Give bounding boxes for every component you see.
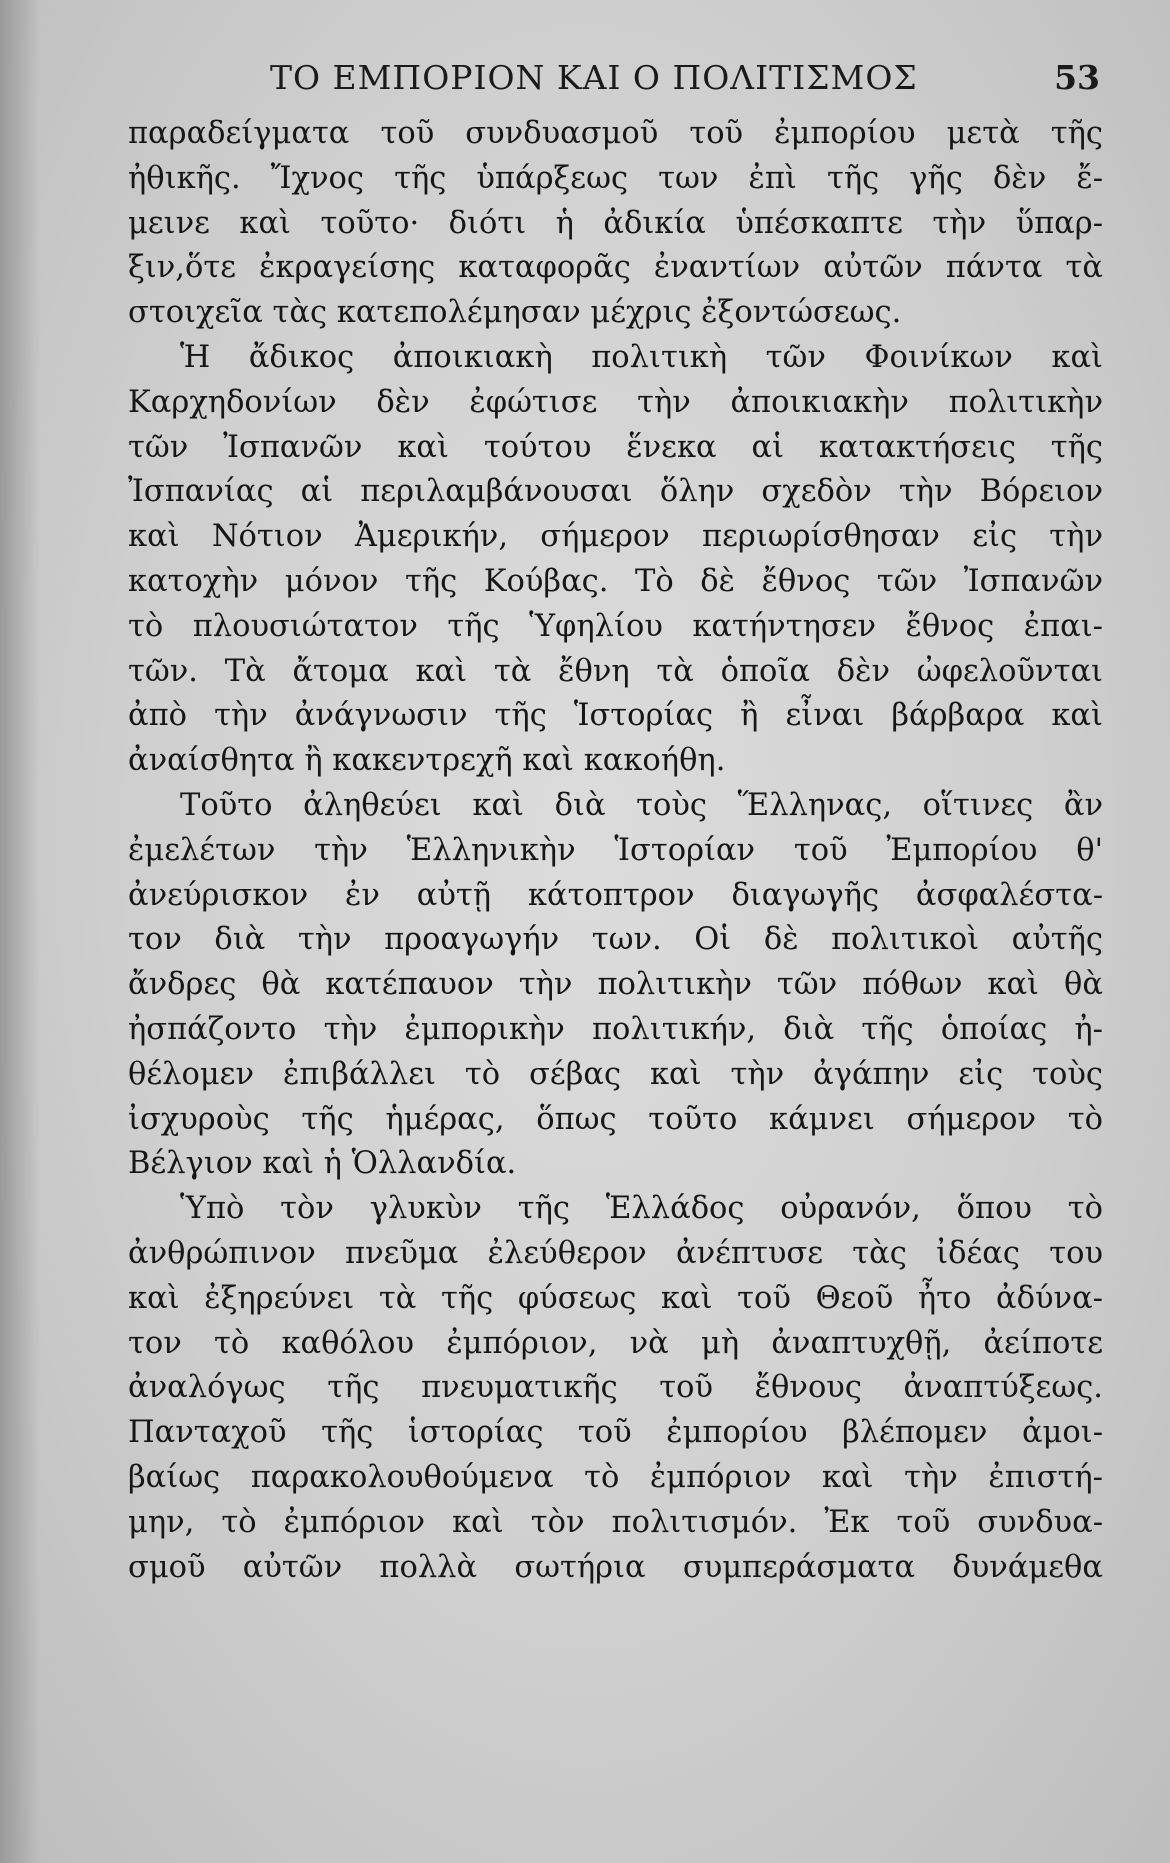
running-header-title: ΤΟ ΕΜΠΟΡΙΟΝ ΚΑΙ Ο ΠΟΛΙΤΙΣΜΟΣ (270, 58, 918, 97)
text-line: παραδείγματα τοῦ συνδυασμοῦ τοῦ ἐμπορίου μετὰ τῆς (128, 116, 1103, 151)
text-line: ἀναλόγως τῆς πνευματικῆς τοῦ ἔθνους ἀναπτύξεως. (128, 1370, 1103, 1406)
text-line: ἀναίσθητα ἢ κακεντρεχῆ καὶ κακοήθη. (128, 743, 726, 779)
text-line: ἀπὸ τὴν ἀνάγνωσιν τῆς Ἱστορίας ἢ εἶναι βάρβαρα καὶ (128, 698, 1103, 734)
text-line: Ὑπὸ τὸν γλυκὺν τῆς Ἑλλάδος οὐρανόν, ὅπου τὸ (180, 1191, 1103, 1227)
text-line: τῶν Ἰσπανῶν καὶ τούτου ἕνεκα αἱ κατακτήσεις τῆς (128, 429, 1103, 465)
text-line: ἰσχυροὺς τῆς ἡμέρας, ὅπως τοῦτο κάμνει σήμερον τὸ (128, 1101, 1103, 1137)
text-line: στοιχεῖα τὰς κατεπολέμησαν μέχρις ἐξοντώσεως. (128, 295, 902, 331)
text-line: Ἰσπανίας αἱ περιλαμβάνουσαι ὅλην σχεδὸν τὴν Βόρειον (128, 474, 1103, 510)
text-line: ἀνθρώπινον πνεῦμα ἐλεύθερον ἀνέπτυσε τὰς ἰδέας του (128, 1235, 1103, 1271)
page-gutter-shadow (0, 0, 40, 1863)
text-line: βαίως παρακολουθούμενα τὸ ἐμπόριον καὶ τὴν ἐπιστή- (128, 1459, 1103, 1495)
text-line: σμοῦ αὐτῶν πολλὰ σωτήρια συμπεράσματα δυνάμεθα (128, 1549, 1103, 1585)
text-line: Βέλγιον καὶ ἡ Ὁλλανδία. (128, 1146, 517, 1182)
text-line: θέλομεν ἐπιβάλλει τὸ σέβας καὶ τὴν ἀγάπην εἰς τοὺς (128, 1056, 1103, 1092)
text-line: καὶ ἐξηρεύνει τὰ τῆς φύσεως καὶ τοῦ Θεοῦ ἦτο ἀδύνα- (128, 1280, 1103, 1316)
page-number: 53 (1054, 58, 1100, 97)
text-line: ἠθικῆς. Ἴχνος τῆς ὑπάρξεως των ἐπὶ τῆς γῆς δὲν ἔ- (128, 160, 1103, 196)
text-line: καὶ Νότιον Ἀμερικήν, σήμερον περιωρίσθησαν εἰς τὴν (128, 519, 1103, 555)
text-line: Πανταχοῦ τῆς ἱστορίας τοῦ ἐμπορίου βλέπομεν ἀμοι- (128, 1415, 1103, 1451)
text-line: Ἡ ἄδικος ἀποικιακὴ πολιτικὴ τῶν Φοινίκων καὶ (180, 339, 1103, 375)
text-line: Τοῦτο ἀληθεύει καὶ διὰ τοὺς Ἕλληνας, οἵτινες ἂν (180, 787, 1103, 823)
text-line: ἐμελέτων τὴν Ἑλληνικὴν Ἱστορίαν τοῦ Ἐμπορίου θ' (128, 832, 1103, 868)
text-line: ἀνεύρισκον ἐν αὐτῇ κάτοπτρον διαγωγῆς ἀσφαλέστα- (128, 877, 1103, 913)
text-line: τὸ πλουσιώτατον τῆς Ὑφηλίου κατήντησεν ἔθνος ἐπαι- (128, 608, 1103, 644)
body-text (128, 112, 1103, 1590)
text-line: μην, τὸ ἐμπόριον καὶ τὸν πολιτισμόν. Ἐκ τοῦ συνδυα- (128, 1504, 1103, 1540)
text-line: ἠσπάζοντο τὴν ἐμπορικὴν πολιτικήν, διὰ τῆς ὁποίας ἠ- (128, 1011, 1103, 1047)
running-header (120, 50, 1120, 110)
text-line: Καρχηδονίων δὲν ἐφώτισε τὴν ἀποικιακὴν πολιτικὴν (128, 384, 1103, 420)
text-line: ξιν,ὅτε ἐκραγείσης καταφορᾶς ἐναντίων αὐτῶν πάντα τὰ (128, 250, 1103, 286)
text-line: κατοχὴν μόνον τῆς Κούβας. Τὸ δὲ ἔθνος τῶν Ἰσπανῶν (128, 563, 1103, 599)
text-line: τον τὸ καθόλου ἐμπόριον, νὰ μὴ ἀναπτυχθῇ, ἀείποτε (128, 1325, 1103, 1361)
text-line: τον διὰ τὴν προαγωγήν των. Οἱ δὲ πολιτικοὶ αὐτῆς (128, 922, 1103, 958)
text-line: ἄνδρες θὰ κατέπαυον τὴν πολιτικὴν τῶν πόθων καὶ θὰ (128, 967, 1103, 1003)
text-line: τῶν. Τὰ ἄτομα καὶ τὰ ἔθνη τὰ ὁποῖα δὲν ὠφελοῦνται (128, 653, 1103, 689)
text-line: μεινε καὶ τοῦτο· διότι ἡ ἀδικία ὑπέσκαπτε τὴν ὕπαρ- (128, 205, 1103, 241)
